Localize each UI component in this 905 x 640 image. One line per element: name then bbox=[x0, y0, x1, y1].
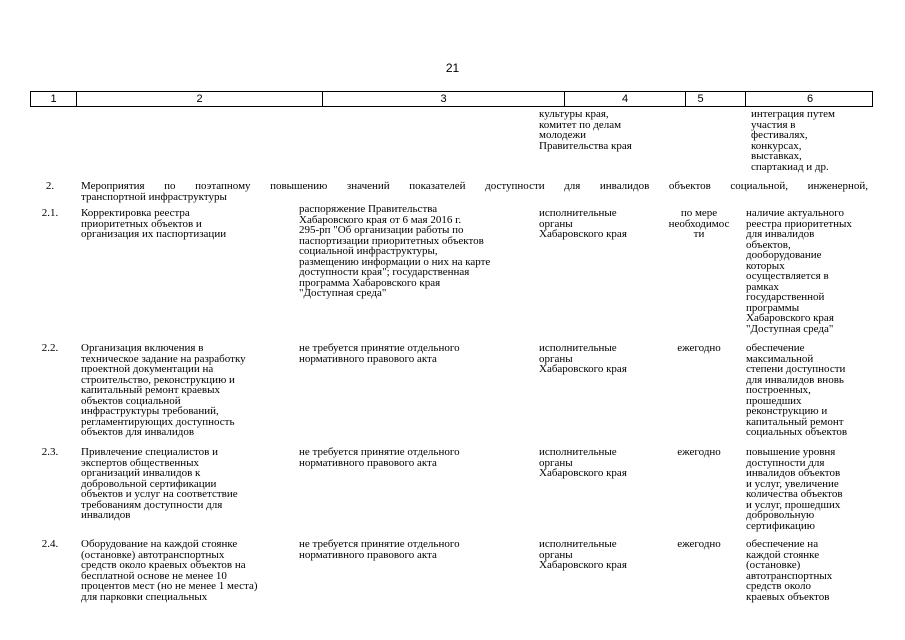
cell-line: "Доступная среда" bbox=[746, 322, 834, 335]
cell-line: проектной документации на bbox=[81, 363, 214, 375]
cell-line: реконструкцию и bbox=[746, 405, 828, 417]
cell-line: (остановке) автотранспортных bbox=[81, 548, 225, 561]
row-number: 2.3. bbox=[41, 446, 59, 458]
cell-line: наличие актуального bbox=[746, 207, 845, 219]
cell-line: и услуг, увеличение bbox=[746, 477, 839, 490]
cell-line: Организация включения в bbox=[81, 342, 204, 354]
continuation-col6-line: спартакиад и др. bbox=[751, 160, 829, 173]
cell-line: организация их паспортизации bbox=[81, 228, 227, 240]
cell-line: средств около краевых объектов на bbox=[81, 559, 246, 571]
cell-line: и услуг, прошедших bbox=[746, 498, 841, 511]
cell-line: органы bbox=[539, 217, 573, 230]
row-2-1-term bbox=[656, 208, 742, 240]
cell-line: инвалидов объектов bbox=[746, 467, 841, 479]
row-2-1-executor bbox=[539, 208, 651, 240]
cell-line: социальной инфраструктуры, bbox=[299, 245, 438, 257]
row-number: 2.4. bbox=[41, 538, 59, 550]
cell-line: паспортизации приоритетных объектов bbox=[299, 234, 484, 247]
header-col-1: 1 bbox=[31, 92, 77, 106]
row-2-4-result bbox=[746, 539, 871, 602]
row-2-3-activity bbox=[81, 447, 293, 521]
cell-line: максимальной bbox=[746, 352, 814, 365]
row-2-2-legal-act bbox=[299, 343, 531, 364]
cell-line: не требуется принятие отдельного bbox=[299, 538, 460, 550]
cell-line: строительство, реконструкцию и bbox=[81, 373, 235, 386]
row-number: 2.2. bbox=[41, 342, 59, 354]
cell-line: рамках bbox=[746, 280, 779, 293]
cell-line: инфраструктуры требований, bbox=[81, 405, 219, 417]
cell-line: повышение уровня bbox=[746, 446, 836, 458]
row-2-2-executor bbox=[539, 343, 651, 375]
cell-line: нормативного правового акта bbox=[299, 548, 437, 561]
row-2-2-term bbox=[656, 343, 742, 354]
row-2-4-executor bbox=[539, 539, 651, 571]
cell-line: объектов, bbox=[746, 238, 791, 251]
row-2-4-legal-act bbox=[299, 539, 531, 560]
cell-line: бесплатной основе не менее 10 bbox=[81, 569, 227, 582]
cell-line: приоритетных объектов и bbox=[81, 217, 202, 230]
cell-line: необходимос bbox=[668, 217, 730, 230]
cell-line: по мере bbox=[680, 207, 718, 219]
row-2-2-result bbox=[746, 343, 871, 438]
cell-line: нормативного правового акта bbox=[299, 352, 437, 365]
row-2-4-activity bbox=[81, 539, 293, 602]
cell-line: органы bbox=[539, 456, 573, 469]
row-2-3-term bbox=[656, 447, 742, 458]
cell-line: краевых объектов bbox=[746, 590, 830, 603]
cell-line: техническое задание на разработку bbox=[81, 352, 246, 365]
cell-line: каждой стоянке bbox=[746, 548, 820, 561]
continuation-col6-line: конкурсах, bbox=[751, 139, 802, 152]
cell-line: не требуется принятие отдельного bbox=[299, 446, 460, 458]
cell-line: Хабаровского края bbox=[539, 559, 627, 571]
cell-line: Хабаровского края bbox=[539, 228, 627, 240]
row-2-2-activity bbox=[81, 343, 293, 438]
page-number: 21 bbox=[445, 61, 460, 75]
header-col-6: 6 bbox=[806, 93, 814, 105]
cell-line: исполнительные bbox=[539, 342, 617, 354]
cell-line: исполнительные bbox=[539, 207, 617, 219]
cell-line: доступности края"; государственная bbox=[299, 266, 470, 278]
cell-line: Хабаровского края bbox=[539, 363, 627, 375]
continuation-col6 bbox=[751, 109, 876, 172]
cell-line: не требуется принятие отдельного bbox=[299, 342, 460, 354]
continuation-col6-line: участия в bbox=[751, 118, 796, 131]
cell-line: процентов мест (но не менее 1 места) bbox=[81, 580, 258, 592]
cell-line: государственной bbox=[746, 291, 825, 303]
section-title-line-1: Мероприятия по поэтапному повышению значений показателей доступности для инвалидов объектов социальной, инженерной, bbox=[81, 180, 868, 192]
cell-line: обеспечение bbox=[746, 342, 805, 354]
cell-line: программы bbox=[746, 301, 800, 314]
cell-line: социальных объектов bbox=[746, 426, 848, 438]
cell-line: капитальный ремонт bbox=[746, 415, 844, 428]
table-header-row bbox=[30, 91, 873, 107]
cell-line: доступности для bbox=[746, 456, 825, 469]
cell-line: размещению информации о них на карте bbox=[299, 255, 491, 268]
row-2-1-activity bbox=[81, 208, 293, 240]
cell-line: Оборудование на каждой стоянке bbox=[81, 538, 238, 550]
cell-line: инвалидов bbox=[81, 509, 131, 521]
cell-line: построенных, bbox=[746, 384, 811, 396]
row-2-1-legal-act bbox=[299, 204, 531, 299]
cell-line: для инвалидов bbox=[746, 228, 815, 240]
continuation-col4-line: культуры края, bbox=[539, 108, 609, 120]
cell-line: Корректировка реестра bbox=[81, 207, 190, 219]
row-2-3-result bbox=[746, 447, 871, 531]
cell-line: Хабаровского края bbox=[539, 467, 627, 479]
section-title-line-2: транспортной инфраструктуры bbox=[81, 190, 227, 203]
cell-line: для инвалидов вновь bbox=[746, 373, 844, 386]
cell-line: автотранспортных bbox=[746, 569, 833, 582]
row-2-3-executor bbox=[539, 447, 651, 479]
cell-line: органы bbox=[539, 352, 573, 365]
cell-line: ежегодно bbox=[677, 446, 721, 458]
row-number: 2.1. bbox=[41, 207, 59, 219]
cell-line: исполнительные bbox=[539, 446, 617, 458]
cell-line: объектов для инвалидов bbox=[81, 426, 195, 438]
cell-line: реестра приоритетных bbox=[746, 217, 852, 230]
cell-line: Хабаровского края bbox=[746, 312, 834, 324]
header-col-5: 5 bbox=[656, 92, 746, 106]
cell-line: органы bbox=[539, 548, 573, 561]
cell-line: добровольной сертификации bbox=[81, 477, 217, 490]
cell-line: требованиям доступности для bbox=[81, 498, 223, 511]
header-col-3: 3 bbox=[323, 92, 565, 106]
cell-line: осуществляется в bbox=[746, 270, 829, 282]
cell-line: добровольную bbox=[746, 509, 815, 521]
continuation-col6-line: фестивалях, bbox=[751, 129, 808, 141]
row-2-4-term bbox=[656, 539, 742, 550]
cell-line: дооборудование bbox=[746, 249, 822, 261]
continuation-col4-line: молодежи bbox=[539, 129, 586, 141]
cell-line: сертификацию bbox=[746, 519, 816, 532]
cell-line: количества объектов bbox=[746, 488, 843, 500]
continuation-col6-line: выставках, bbox=[751, 150, 802, 162]
cell-line: для парковки специальных bbox=[81, 590, 208, 603]
cell-line: нормативного правового акта bbox=[299, 456, 437, 469]
cell-line: объектов и услуг на соответствие bbox=[81, 488, 238, 500]
cell-line: "Доступная среда" bbox=[299, 287, 387, 299]
cell-line: прошедших bbox=[746, 394, 802, 407]
cell-line: которых bbox=[746, 259, 785, 272]
cell-line: регламентирующих доступность bbox=[81, 415, 235, 428]
cell-line: исполнительные bbox=[539, 538, 617, 550]
cell-line: ежегодно bbox=[677, 538, 721, 550]
cell-line: средств около bbox=[746, 580, 811, 592]
section-number: 2. bbox=[45, 180, 55, 192]
continuation-col4-line: комитет по делам bbox=[539, 118, 622, 131]
header-col-4: 4 bbox=[565, 92, 686, 106]
cell-line: капитальный ремонт краевых bbox=[81, 384, 221, 396]
continuation-col4 bbox=[539, 109, 651, 151]
cell-line: Привлечение специалистов и bbox=[81, 446, 218, 458]
cell-line: ежегодно bbox=[677, 342, 721, 354]
row-2-3-legal-act bbox=[299, 447, 531, 468]
cell-line: программа Хабаровского края bbox=[299, 276, 441, 289]
cell-line: объектов социальной bbox=[81, 394, 181, 407]
cell-line: организаций инвалидов к bbox=[81, 467, 201, 479]
cell-line: 295-рп "Об организации работы по bbox=[299, 224, 464, 236]
cell-line: степени доступности bbox=[746, 363, 846, 375]
header-col-2: 2 bbox=[77, 92, 323, 106]
continuation-col4-line: Правительства края bbox=[539, 139, 632, 152]
row-2-1-result bbox=[746, 208, 871, 334]
cell-line: ти bbox=[693, 228, 705, 240]
cell-line: экспертов общественных bbox=[81, 456, 199, 469]
continuation-col6-line: интеграция путем bbox=[751, 108, 835, 120]
cell-line: (остановке) bbox=[746, 559, 801, 571]
cell-line: обеспечение на bbox=[746, 538, 819, 550]
cell-line: Хабаровского края от 6 мая 2016 г. bbox=[299, 213, 462, 226]
section-title bbox=[81, 181, 868, 202]
cell-line: распоряжение Правительства bbox=[299, 203, 438, 215]
